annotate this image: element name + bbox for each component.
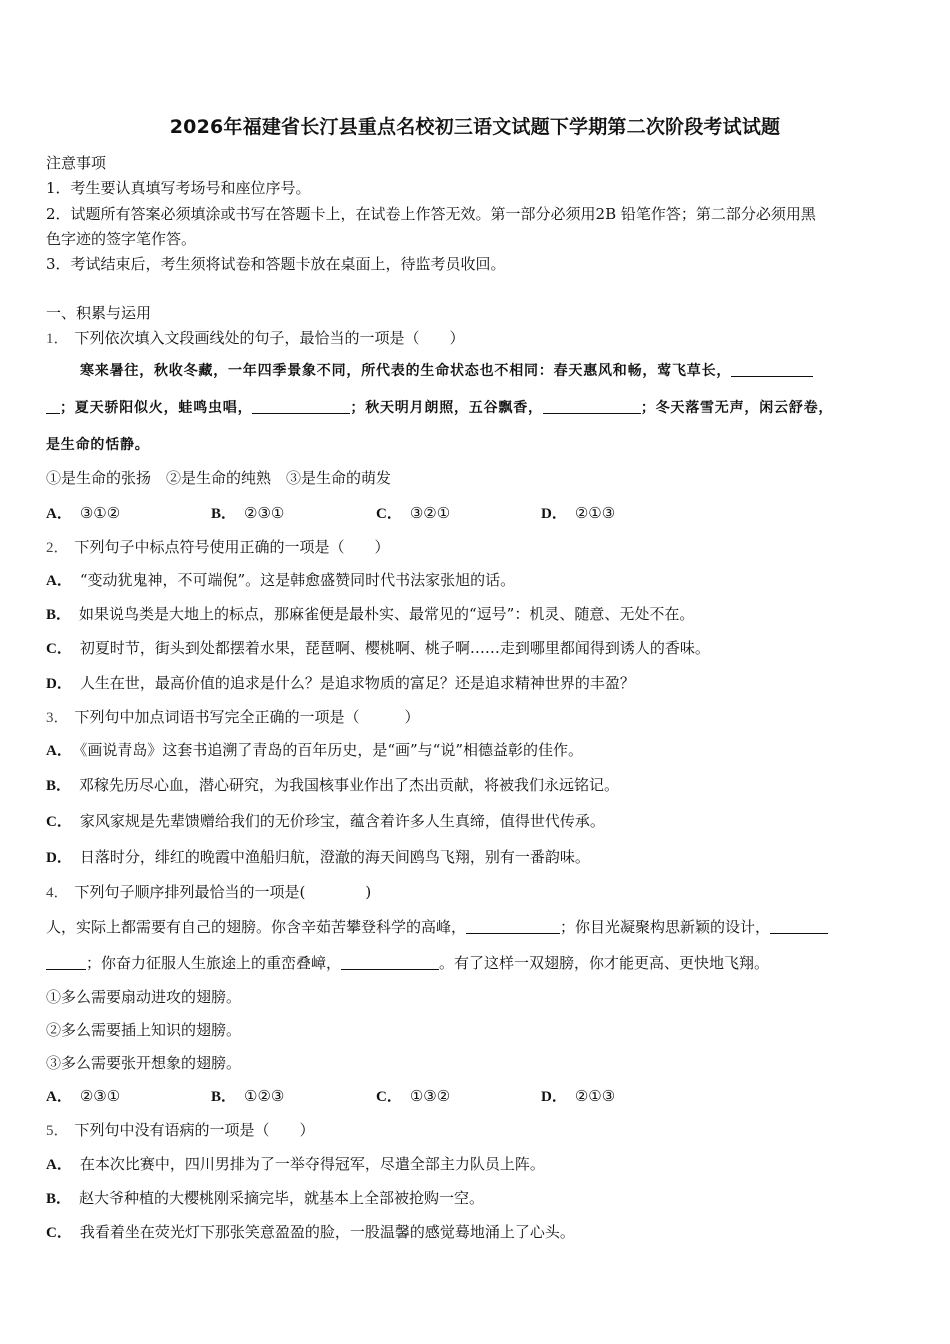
option-a: A． 在本次比赛中，四川男排为了一举夺得冠军，尽遣全部主力队员上阵。 [46,1155,545,1173]
question-3-stem [46,706,906,727]
question-number: 4． [46,885,69,901]
passage-text: 人，实际上都需要有自己的翅膀。你含辛茹苦攀登科学的高峰， [46,918,467,936]
option-a: A． “变动犹鬼神，不可端倪”。这是韩愈盛赞同时代书法家张旭的话。 [46,571,516,589]
passage-text: 。有了这样一双翅膀，你才能更高、更快地飞翔。 [439,954,770,972]
option-b: B． ①②③ [211,1087,285,1105]
answer-blank [770,919,828,934]
option-d: D． 日落时分，绯红的晚霞中渔船归航，澄澈的海天间鸥鸟飞翔，别有一番韵味。 [46,848,590,866]
option-a: A． ②③① [46,1087,121,1105]
answer-blank [543,399,641,414]
choice-item: ②多么需要插上知识的翅膀。 [46,1021,242,1039]
question-text: 下列句中没有语病的一项是（ ） [74,1121,315,1139]
option-b: B． 邓稼先历尽心血，潜心研究，为我国核事业作出了杰出贡献，将被我们永远铭记。 [46,776,620,794]
option-row [46,502,906,523]
answer-blank [252,399,350,414]
question-number: 1． [46,331,69,347]
choice-item: ①多么需要扇动进攻的翅膀。 [46,988,242,1006]
option-b: B． ②③① [211,504,285,522]
section-heading: 一、积累与运用 [46,304,152,322]
notice-item: 色字迹的签字笔作答。 [46,230,197,248]
passage-text: ；你奋力征服人生旅途上的重峦叠嶂， [86,954,342,972]
option-c: C． ①③② [376,1087,451,1105]
answer-blank [46,399,60,414]
option-c: C． 家风家规是先辈馈赠给我们的无价珍宝，蕴含着许多人生真缔，值得世代传承。 [46,812,605,830]
choice-item: ③多么需要张开想象的翅膀。 [46,1054,242,1072]
question-4-stem [46,881,906,902]
choice-list: ①是生命的张扬 ②是生命的纯熟 ③是生命的萌发 [46,469,392,487]
option-c: C． 初夏时节，街头到处都摆着水果，琵琶啊、樱桃啊、桃子啊……走到哪里都闻得到诱人的香味。 [46,639,710,657]
passage-line [80,360,900,380]
question-number: 2． [46,540,69,556]
notice-item: 1．考生要认真填写考场号和座位序号。 [46,179,311,197]
passage-text: ；夏天骄阳似火，蛙鸣虫唱， [60,400,253,416]
question-text: 下列依次填入文段画线处的句子，最恰当的一项是（ ） [74,329,465,347]
option-b: B． 赵大爷种植的大樱桃刚采摘完毕，就基本上全部被抢购一空。 [46,1189,485,1207]
question-text: 下列句子中标点符号使用正确的一项是（ ） [74,538,390,556]
question-1-stem [46,327,906,348]
passage-text: ；冬天落雪无声，闲云舒卷， [640,400,834,416]
passage-line: 是生命的恬静。 [46,437,150,453]
passage-text: 寒来暑往，秋收冬藏，一年四季景象不同，所代表的生命状态也不相同：春天惠风和畅，莺飞草长， [80,363,732,379]
question-text: 下列句子顺序排列最恰当的一项是( ) [74,883,372,901]
option-a: A． 《画说青岛》这套书追溯了青岛的百年历史，是“画”与“说”相德益彰的佳作。 [46,741,584,759]
option-d: D． ②①③ [541,504,616,522]
passage-line [46,916,906,937]
answer-blank [46,955,86,970]
answer-blank [466,919,560,934]
option-c: C． ③②① [376,504,451,522]
notice-item: 3．考试结束后，考生须将试卷和答题卡放在桌面上，待监考员收回。 [46,255,506,273]
notice-heading: 注意事项 [46,154,107,172]
option-d: D． 人生在世，最高价值的追求是什么？是追求物质的富足？还是追求精神世界的丰盈？ [46,674,635,692]
option-b: B． 如果说鸟类是大地上的标点，那麻雀便是最朴实、最常见的“逗号”：机灵、随意、无处不在。 [46,605,695,623]
question-2-stem [46,536,906,557]
question-number: 5． [46,1123,69,1139]
passage-line [46,952,906,973]
question-text: 下列句中加点词语书写完全正确的一项是（ ） [74,708,420,726]
option-d: D． ②①③ [541,1087,616,1105]
option-c: C． 我看着坐在荧光灯下那张笑意盈盈的脸，一股温馨的感觉蓦地涌上了心头。 [46,1223,575,1241]
question-5-stem [46,1119,906,1140]
option-a: A． ③①② [46,504,121,522]
answer-blank [341,955,439,970]
notice-item: 2．试题所有答案必须填涂或书写在答题卡上，在试卷上作答无效。第一部分必须用2B 铅笔作答；第二部分必须用黑 [46,205,816,223]
passage-text: ；秋天明月朗照，五谷飘香， [350,400,543,416]
option-row [46,1085,906,1106]
passage-line [46,397,906,417]
question-number: 3． [46,710,69,726]
page-title: 2026年福建省长汀县重点名校初三语文试题下学期第二次阶段考试试题 [169,116,781,138]
passage-text: ；你目光凝聚构思新颖的设计， [560,918,771,936]
answer-blank [731,362,813,377]
